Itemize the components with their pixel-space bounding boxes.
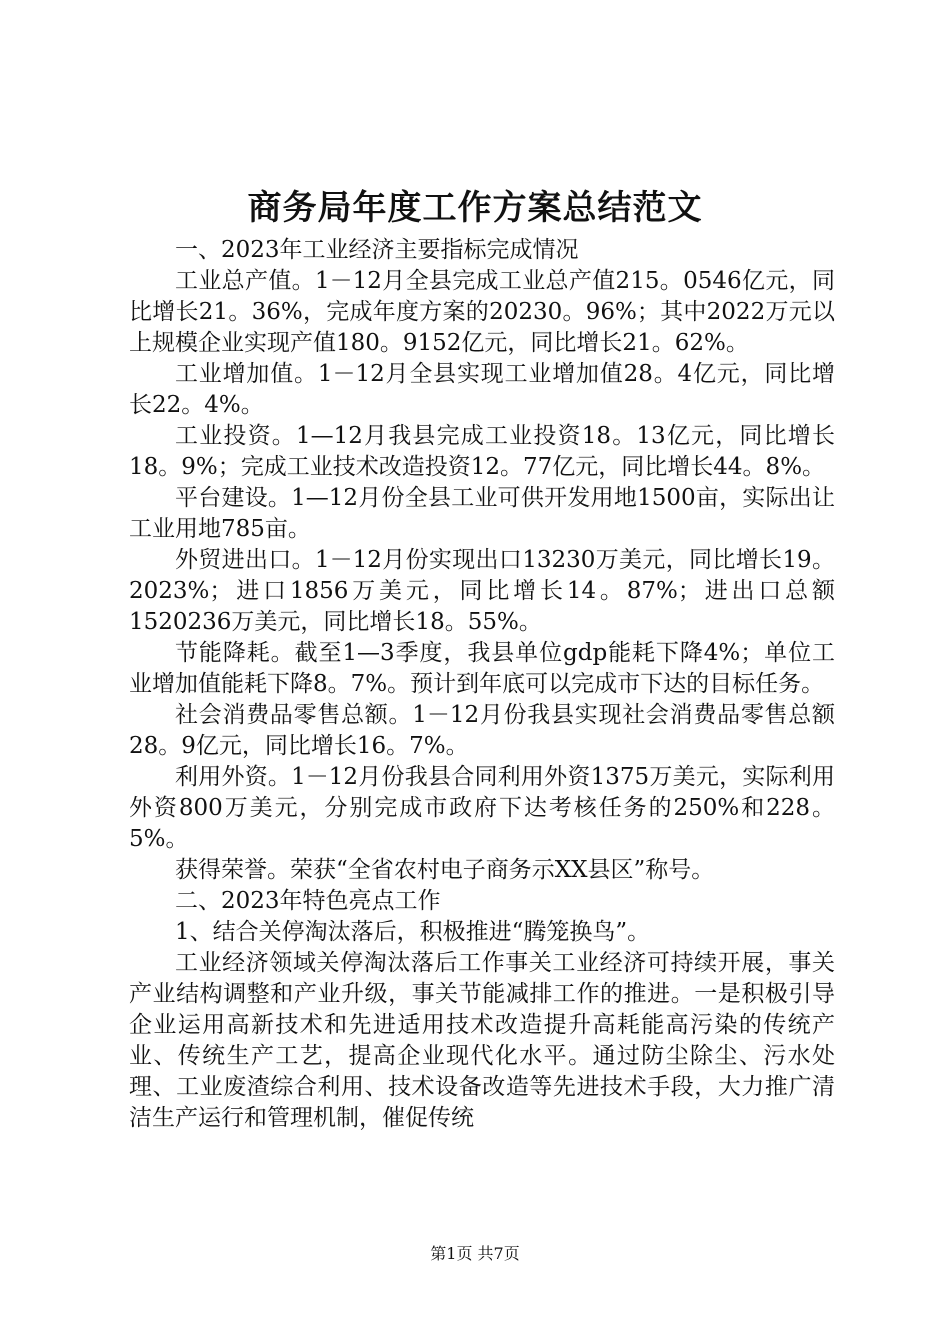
paragraph: 节能降耗。截至1—3季度，我县单位gdp能耗下降4%；单位工业增加值能耗下降8。7%。预计到年底可以完成市下达的目标任务。 <box>129 640 835 697</box>
paragraph: 利用外资。1－12月份我县合同利用外资1375万美元，实际利用外资800万美元，分别完成市政府下达考核任务的250%和228。5%。 <box>129 764 835 852</box>
page-number-footer: 第1页 共7页 <box>430 1244 520 1263</box>
subsection-heading: 1、结合关停淘汰落后，积极推进“腾笼换鸟”。 <box>175 919 651 945</box>
paragraph: 工业投资。1—12月我县完成工业投资18。13亿元，同比增长18。9%；完成工业技术改造投资12。77亿元，同比增长44。8%。 <box>129 423 835 480</box>
paragraph: 平台建设。1—12月份全县工业可供开发用地1500亩，实际出让工业用地785亩。 <box>129 485 835 542</box>
paragraph: 工业增加值。1－12月全县实现工业增加值28。4亿元，同比增长22。4%。 <box>129 361 835 418</box>
document-body <box>129 235 835 1134</box>
document-title: 商务局年度工作方案总结范文 <box>247 188 703 228</box>
paragraph: 工业总产值。1－12月全县完成工业总产值215。0546亿元，同比增长21。36%，完成年度方案的20230。96%；其中2022万元以上规模企业实现产值180。9152亿元，同比增长21。62%。 <box>129 268 835 356</box>
paragraph: 获得荣誉。荣获“全省农村电子商务示XX县区”称号。 <box>175 857 715 883</box>
paragraph: 工业经济领域关停淘汰落后工作事关工业经济可持续开展，事关产业结构调整和产业升级，事关节能减排工作的推进。一是积极引导企业运用高新技术和先进适用技术改造提升高耗能高污染的传统产业、传统生产工艺，提高企业现代化水平。通过防尘除尘、污水处理、工业废渣综合利用、技术设备改造等先进技术手段，大力推广清洁生产运行和管理机制，催促传统 <box>129 950 835 1131</box>
paragraph: 社会消费品零售总额。1－12月份我县实现社会消费品零售总额28。9亿元，同比增长16。7%。 <box>129 702 835 759</box>
section-heading: 二、2023年特色亮点工作 <box>175 888 441 914</box>
section-heading: 一、2023年工业经济主要指标完成情况 <box>175 237 579 263</box>
paragraph: 外贸进出口。1－12月份实现出口13230万美元，同比增长19。2023%；进口1856万美元，同比增长14。87%；进出口总额1520236万美元，同比增长18。55%。 <box>129 547 835 635</box>
